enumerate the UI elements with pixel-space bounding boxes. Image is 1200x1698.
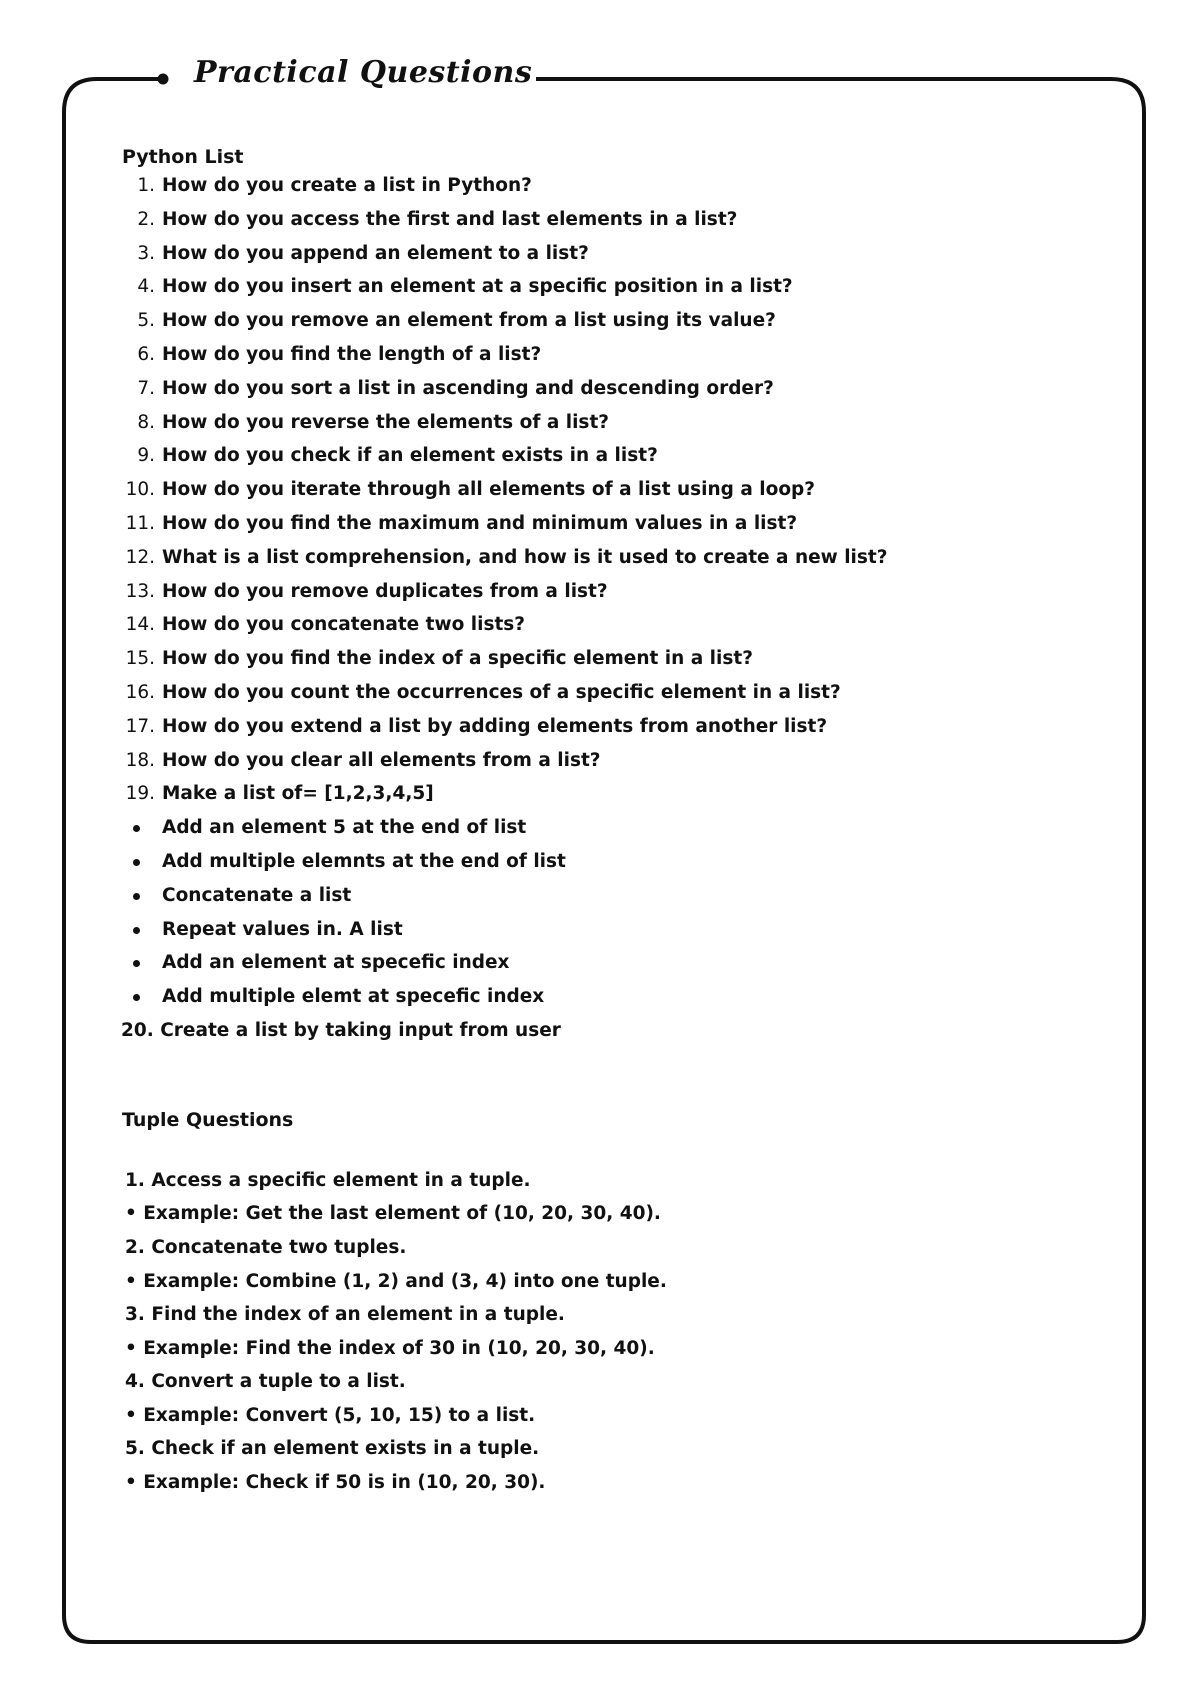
bullet-icon	[133, 859, 140, 866]
list-question: 13. How do you remove duplicates from a list?	[125, 580, 608, 602]
bullet-icon	[133, 927, 140, 934]
bullet-icon	[133, 960, 140, 967]
tuple-example: • Example: Find the index of 30 in (10, 20, 30, 40).	[125, 1337, 655, 1359]
list-question: 11. How do you find the maximum and minimum values in a list?	[125, 512, 798, 534]
list-question: 3. How do you append an element to a list?	[137, 242, 589, 264]
list-subitems	[122, 811, 1082, 1014]
tuple-question: 2. Concatenate two tuples.	[125, 1236, 407, 1258]
list-section-title: Python List	[122, 146, 244, 168]
list-question: 4. How do you insert an element at a specific position in a list?	[137, 276, 793, 298]
bullet-icon	[133, 825, 140, 832]
main-content	[122, 145, 1082, 1500]
list-subitem: Add multiple elemnts at the end of list	[122, 845, 1082, 879]
list-question-last: 20. Create a list by taking input from user	[121, 1019, 561, 1041]
tuple-example: • Example: Check if 50 is in (10, 20, 30).	[125, 1472, 546, 1494]
tuple-question: 1. Access a specific element in a tuple.	[125, 1169, 531, 1191]
list-question: 17. How do you extend a list by adding elements from another list?	[125, 715, 828, 737]
list-question: 15. How do you find the index of a specific element in a list?	[125, 648, 753, 670]
page-title: Practical Questions	[190, 55, 536, 90]
list-question: 10. How do you iterate through all elements of a list using a loop?	[125, 479, 816, 501]
list-question: 12. What is a list comprehension, and how is it used to create a new list?	[125, 546, 888, 568]
list-question: 1. How do you create a list in Python?	[137, 175, 532, 196]
tuple-question: 3. Find the index of an element in a tuple.	[125, 1304, 565, 1326]
tuple-example: • Example: Combine (1, 2) and (3, 4) into one tuple.	[125, 1270, 667, 1292]
bullet-icon	[133, 994, 140, 1001]
list-question: 8. How do you reverse the elements of a list?	[137, 411, 610, 433]
list-question: 18. How do you clear all elements from a list?	[125, 749, 601, 771]
list-subitem: Add an element at specefic index	[122, 946, 1082, 980]
list-question: 19. Make a list of= [1,2,3,4,5]	[125, 783, 434, 805]
list-question: 5. How do you remove an element from a list using its value?	[137, 310, 776, 332]
list-question: 6. How do you find the length of a list?	[137, 343, 542, 365]
frame-left-dot	[158, 74, 169, 85]
tuple-question: 4. Convert a tuple to a list.	[125, 1371, 406, 1393]
tuple-example: • Example: Convert (5, 10, 15) to a list.	[125, 1404, 536, 1426]
tuple-example: • Example: Get the last element of (10, 20, 30, 40).	[125, 1203, 661, 1225]
list-subitem: Add an element 5 at the end of list	[122, 811, 1082, 845]
bullet-icon	[133, 893, 140, 900]
list-subitem: Add multiple elemt at specefic index	[122, 980, 1082, 1014]
list-subitem: Concatenate a list	[122, 879, 1082, 913]
list-subitem: Repeat values in. A list	[122, 913, 1082, 947]
tuple-questions	[122, 1164, 1082, 1500]
list-question: 9. How do you check if an element exists in a list?	[137, 445, 658, 467]
list-question: 16. How do you count the occurrences of a specific element in a list?	[125, 681, 841, 703]
tuple-section	[122, 1108, 1082, 1500]
list-question: 2. How do you access the first and last elements in a list?	[137, 208, 738, 230]
list-question: 7. How do you sort a list in ascending and descending order?	[137, 377, 774, 399]
list-question: 14. How do you concatenate two lists?	[125, 614, 526, 636]
tuple-question: 5. Check if an element exists in a tuple.	[125, 1438, 540, 1460]
list-questions	[122, 169, 1082, 811]
tuple-section-title: Tuple Questions	[122, 1108, 294, 1131]
